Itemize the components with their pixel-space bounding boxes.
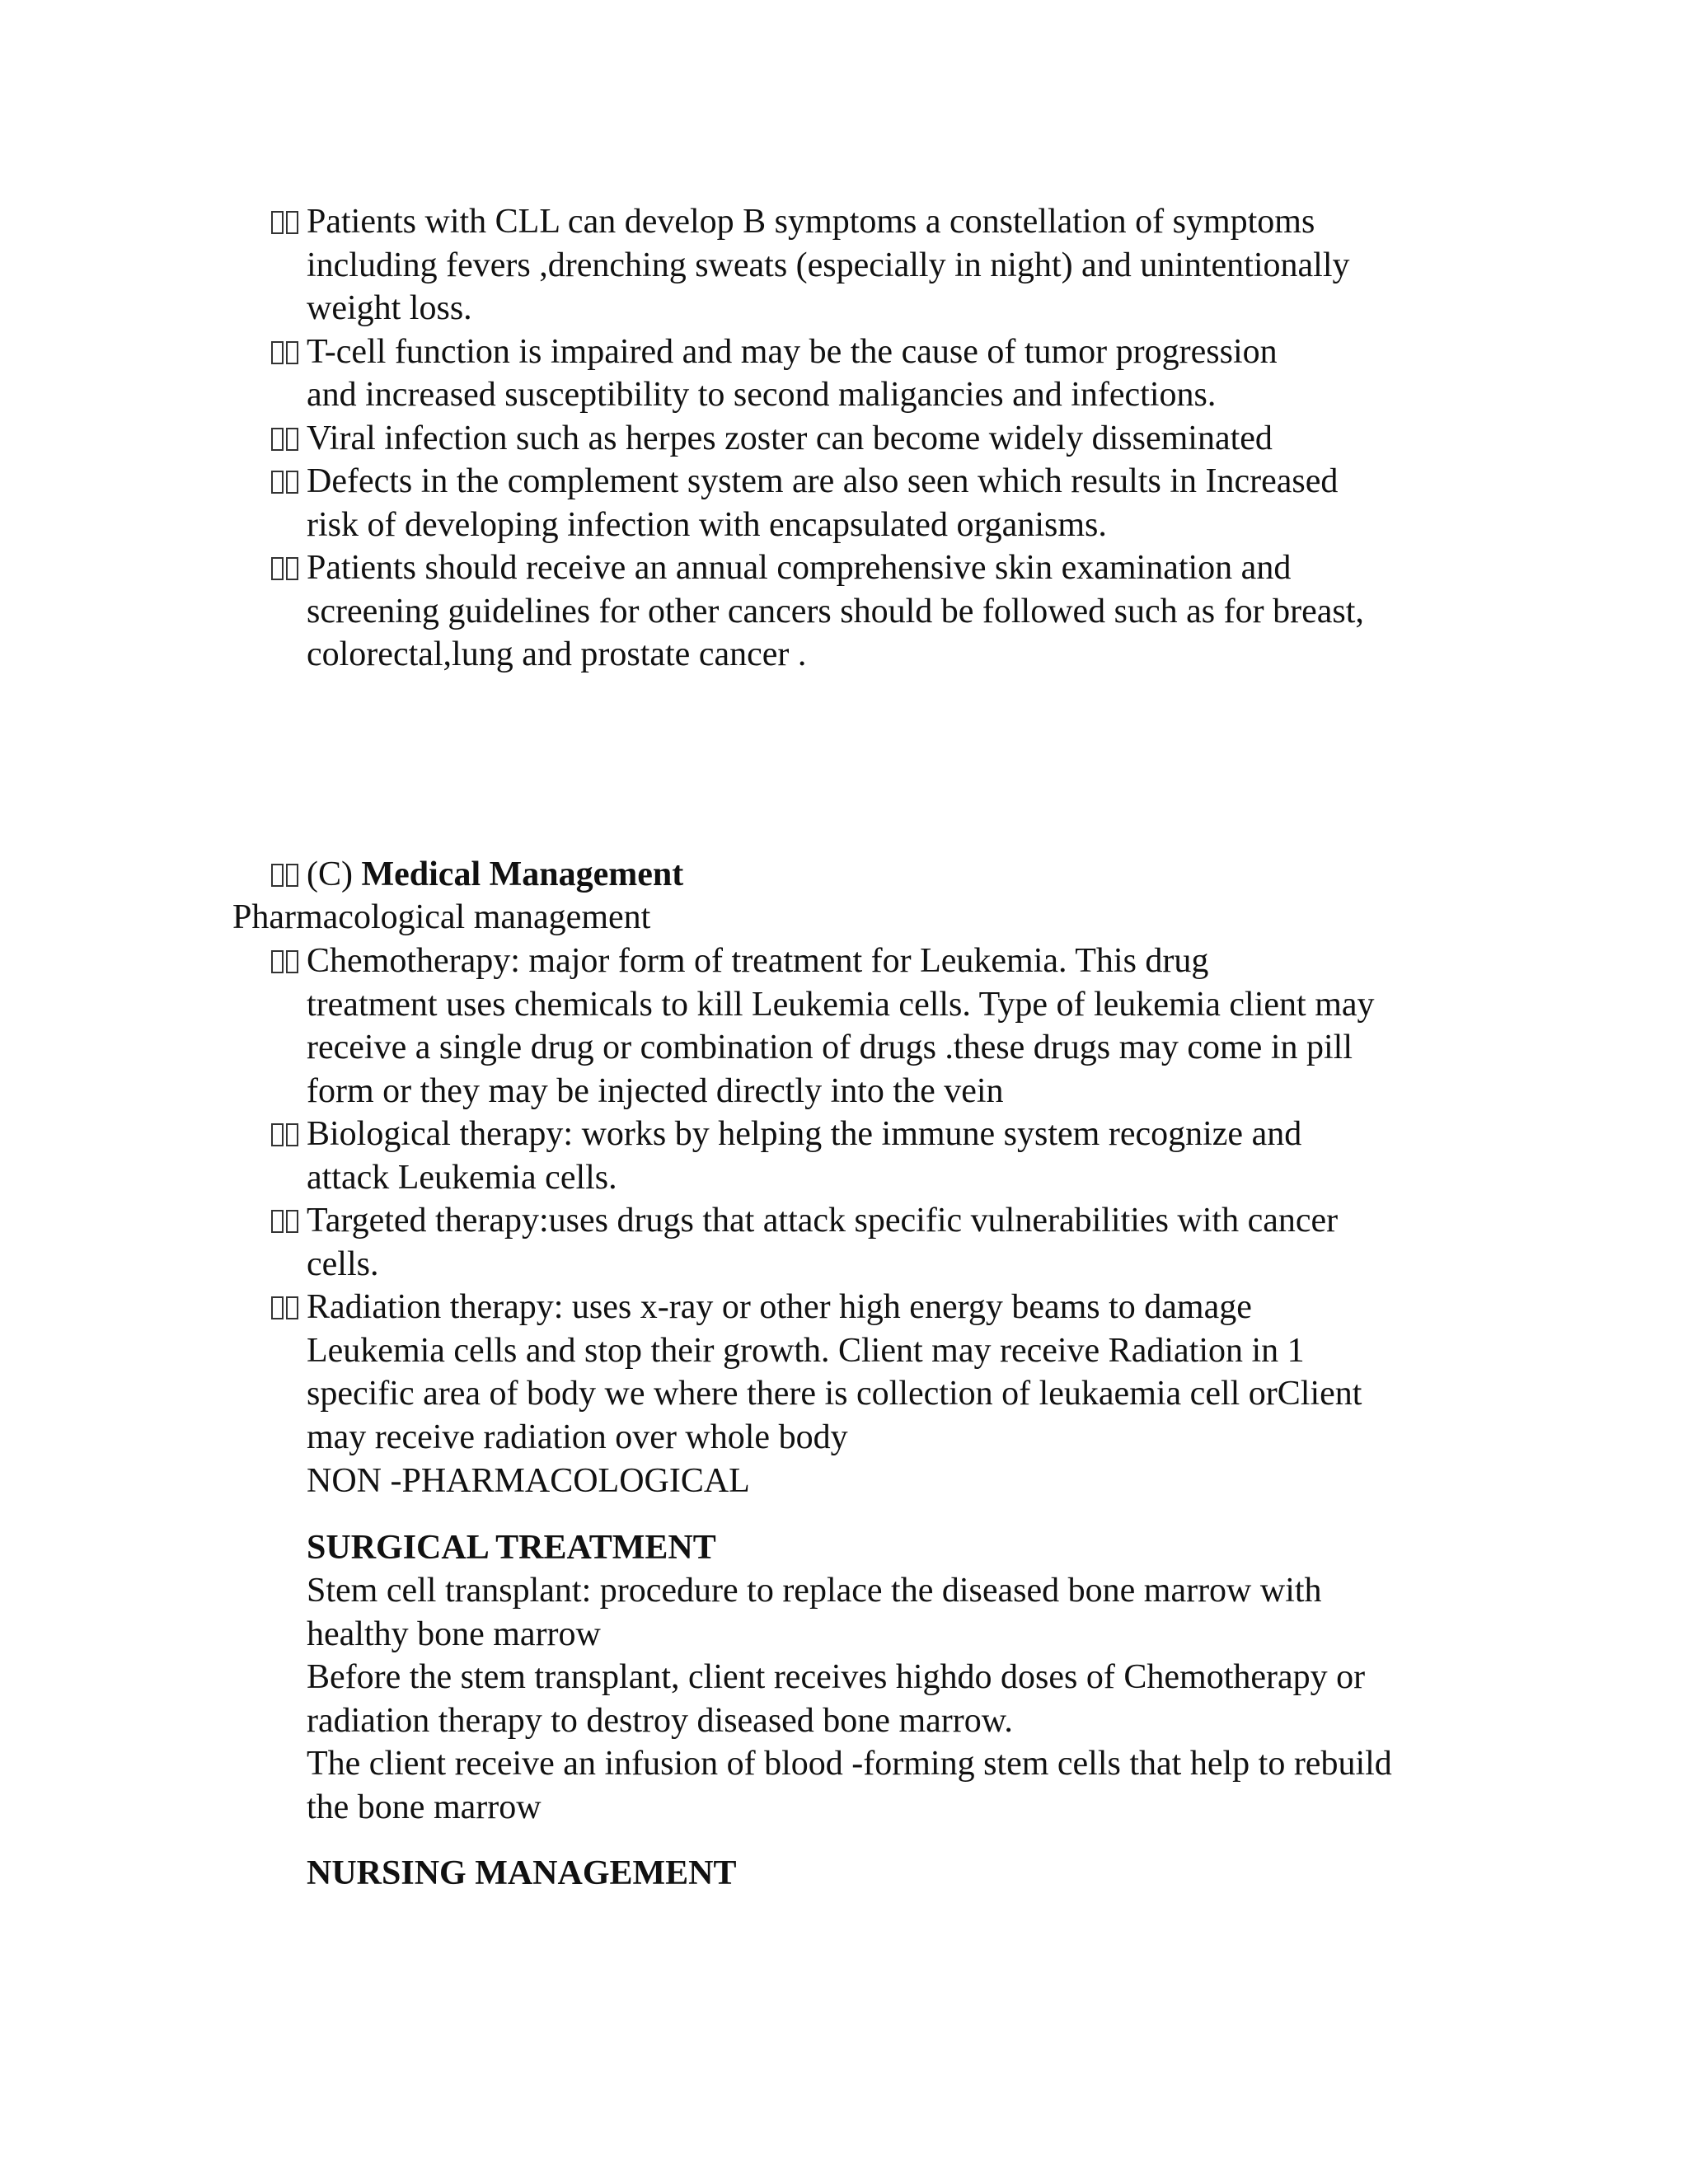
bullet-text-line: including fevers ,drenching sweats (especially in night) and unintentionally <box>307 246 1350 284</box>
missing-glyph-icon <box>271 546 301 590</box>
bullet-text-line: Patients should receive an annual comprehensive skin examination and <box>307 549 1292 587</box>
missing-glyph-icon <box>271 1199 301 1243</box>
pharm-heading <box>232 896 650 940</box>
missing-glyph-icon <box>271 853 301 897</box>
surgical-text-line: The client receive an infusion of blood -forming stem cells that help to rebuild <box>307 1745 1392 1783</box>
list-item <box>271 200 1524 330</box>
missing-glyph-icon <box>271 460 301 504</box>
surgical-text-line: healthy bone marrow <box>307 1615 601 1653</box>
surgical-text-line: Before the stem transplant, client receives highdo doses of Chemotherapy or <box>307 1658 1366 1696</box>
bullet-text-line: Chemotherapy: major form of treatment for Leukemia. This drug <box>307 942 1209 980</box>
bullet-text-line: Viral infection such as herpes zoster can become widely disseminated <box>307 419 1273 457</box>
pharm-heading-text: Pharmacological management <box>232 898 651 936</box>
surgical-heading: SURGICAL TREATMENT <box>307 1528 716 1567</box>
list-item <box>271 546 1524 677</box>
missing-glyph-icon <box>271 1113 301 1156</box>
bullet-text-line: Defects in the complement system are also seen which results in Increased <box>307 462 1339 500</box>
missing-glyph-icon <box>271 200 301 244</box>
surgical-text-line: radiation therapy to destroy diseased bone marrow. <box>307 1701 1013 1740</box>
section-title: Medical Management <box>361 855 684 893</box>
missing-glyph-icon <box>271 330 301 374</box>
bullet-text-line: Leukemia cells and stop their growth. Client may receive Radiation in 1 <box>307 1331 1305 1370</box>
bullet-text-line: attack Leukemia cells. <box>307 1158 617 1197</box>
missing-glyph-icon <box>271 1286 301 1329</box>
treatment-section <box>307 1460 1526 1896</box>
bullet-text-line: cells. <box>307 1244 379 1283</box>
bullet-text-line: Targeted therapy:uses drugs that attack specific vulnerabilities with cancer <box>307 1202 1339 1240</box>
list-item <box>271 417 1524 461</box>
bullet-text-line: T-cell function is impaired and may be the cause of tumor progression <box>307 332 1278 371</box>
list-item <box>271 460 1524 546</box>
bullet-text-line: form or they may be injected directly into the vein <box>307 1071 1004 1110</box>
bullet-list-pharm <box>271 940 1524 1459</box>
bullet-text-line: and increased susceptibility to second maligancies and infections. <box>307 376 1217 414</box>
list-item <box>271 1286 1524 1459</box>
list-item <box>271 1199 1524 1286</box>
surgical-text-line: Stem cell transplant: procedure to replace the diseased bone marrow with <box>307 1572 1322 1610</box>
bullet-text-line: risk of developing infection with encapsulated organisms. <box>307 505 1107 544</box>
bullet-text-line: weight loss. <box>307 289 472 327</box>
surgical-text-line: the bone marrow <box>307 1788 542 1826</box>
missing-glyph-icon <box>271 417 301 461</box>
non-pharm-heading: NON -PHARMACOLOGICAL <box>307 1462 750 1500</box>
bullet-text-line: Biological therapy: works by helping the immune system recognize and <box>307 1115 1302 1153</box>
missing-glyph-icon <box>271 940 301 983</box>
bullet-text-line: receive a single drug or combination of drugs .these drugs may come in pill <box>307 1029 1353 1066</box>
bullet-text-line: colorectal,lung and prostate cancer . <box>307 635 807 673</box>
bullet-text-line: screening guidelines for other cancers should be followed such as for breast, <box>307 592 1364 630</box>
bullet-text-line: Radiation therapy: uses x-ray or other high energy beams to damage <box>307 1288 1252 1326</box>
bullet-text-line: may receive radiation over whole body <box>307 1418 848 1456</box>
list-item <box>271 330 1524 417</box>
section-prefix: (C) <box>307 855 362 893</box>
list-item <box>271 940 1524 1113</box>
nursing-heading: NURSING MANAGEMENT <box>307 1854 737 1892</box>
bullet-text-line: treatment uses chemicals to kill Leukemia cells. Type of leukemia client may <box>307 985 1375 1024</box>
bullet-list-top <box>271 200 1524 677</box>
bullet-text-line: specific area of body we where there is collection of leukaemia cell orClient <box>307 1375 1362 1413</box>
bullet-text-line: Patients with CLL can develop B symptoms a constellation of symptoms <box>307 203 1315 241</box>
section-heading-c <box>271 853 1524 897</box>
list-item <box>271 1113 1524 1199</box>
